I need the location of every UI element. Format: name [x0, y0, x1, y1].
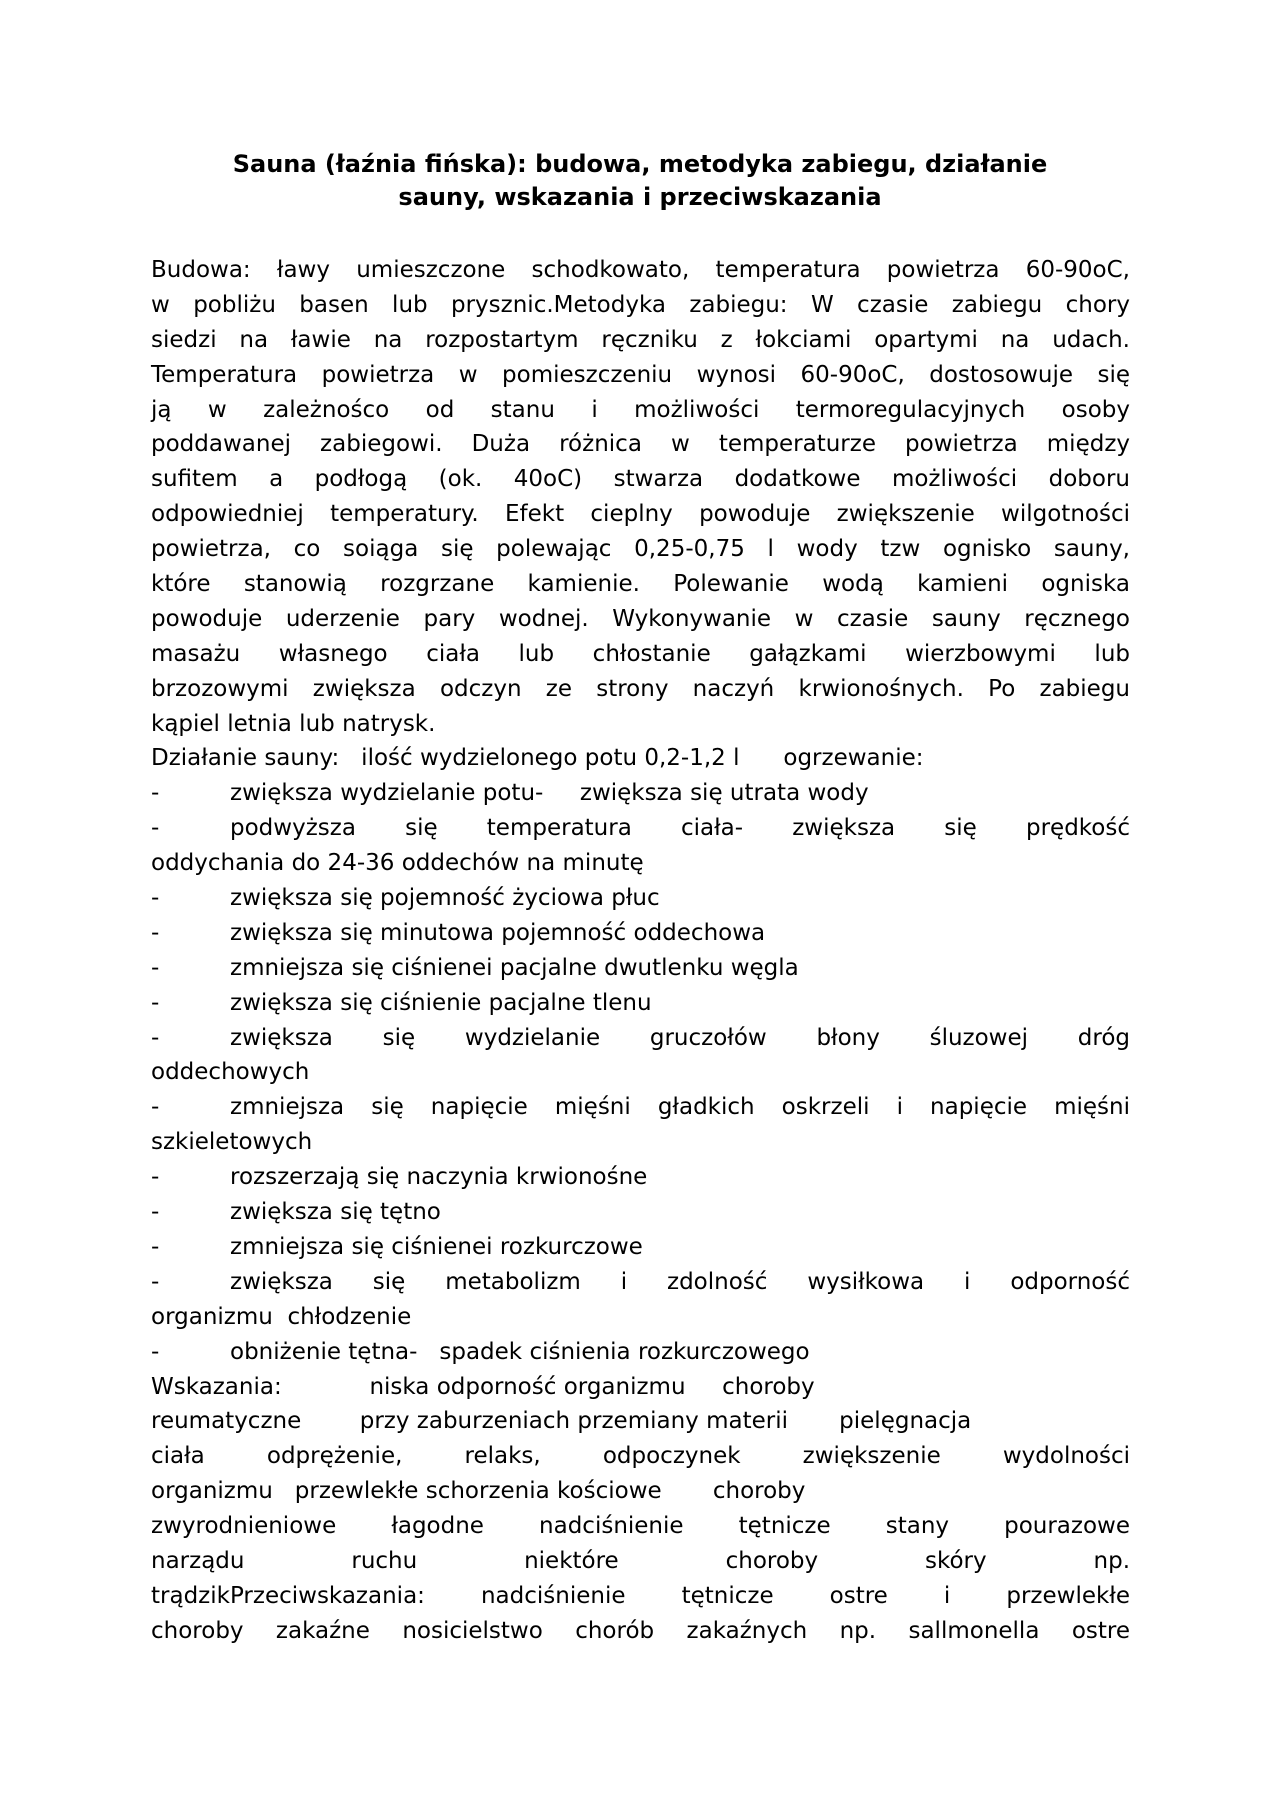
text-line: [151, 462, 1130, 497]
line-text: ją w zależnośco od stanu i możliwości termoregulacyjnych osoby: [151, 396, 1130, 423]
text-line: [151, 846, 1130, 881]
text-line: [151, 253, 1130, 288]
line-text: zwiększa się minutowa pojemność oddechowa: [230, 919, 766, 946]
line-text: Temperatura powietrza w pomieszczeniu wynosi 60-90oC, dostosowuje się: [151, 361, 1130, 388]
text-line: [151, 1125, 1130, 1160]
text-line: [151, 1230, 1130, 1265]
title-line: Sauna (łaźnia fińska): budowa, metodyka zabiegu, działanie: [232, 150, 1048, 178]
list-dash: -: [151, 1199, 160, 1226]
text-line: [151, 811, 1130, 846]
line-text: choroby zakaźne nosicielstwo chorób zakaźnych np. sallmonella ostre: [151, 1617, 1130, 1644]
text-line: [151, 427, 1130, 462]
line-text: narządu ruchu niektóre choroby skóry np.: [151, 1547, 1130, 1574]
line-text: organizmu chłodzenie: [151, 1303, 412, 1330]
text-line: [151, 986, 1130, 1021]
line-text: zwiększa się metabolizm i zdolność wysiłkowa i odporność: [230, 1268, 1130, 1295]
line-text: szkieletowych: [151, 1129, 313, 1156]
line-text: zwiększa się ciśnienie pacjalne tlenu: [230, 989, 652, 1016]
text-line: [151, 637, 1130, 672]
line-text: oddechowych: [151, 1059, 310, 1086]
line-text: zwyrodnieniowe łagodne nadciśnienie tętnicze stany pourazowe: [151, 1513, 1130, 1540]
line-text: zwiększa wydzielanie potu- zwiększa się utrata wody: [230, 780, 869, 807]
line-text: powietrza, co soiąga się polewając 0,25-0,75 l wody tzw ognisko sauny,: [151, 536, 1130, 563]
text-line: [151, 288, 1130, 323]
list-dash: -: [151, 1094, 160, 1121]
list-dash: -: [151, 1268, 160, 1295]
line-text: reumatyczne przy zaburzeniach przemiany materii pielęgnacja: [151, 1408, 972, 1435]
text-line: [151, 1439, 1130, 1474]
line-text: Wskazania: niska odporność organizmu choroby: [151, 1373, 815, 1400]
line-text: siedzi na ławie na rozpostartym ręczniku z łokciami opartymi na udach.: [151, 326, 1130, 353]
text-line: [151, 1055, 1130, 1090]
text-line: [151, 1544, 1130, 1579]
line-text: ciała odprężenie, relaks, odpoczynek zwiększenie wydolności: [151, 1443, 1130, 1470]
line-text: organizmu przewlekłe schorzenia kościowe choroby: [151, 1478, 806, 1505]
title-line: sauny, wskazania i przeciwskazania: [398, 183, 882, 211]
list-dash: -: [151, 1338, 160, 1365]
list-dash: -: [151, 954, 160, 981]
line-text: sufitem a podłogą (ok. 40oC) stwarza dodatkowe możliwości doboru: [151, 466, 1130, 493]
text-line: [151, 358, 1130, 393]
text-line: [151, 532, 1130, 567]
text-line: [151, 567, 1130, 602]
list-dash: -: [151, 1024, 160, 1051]
text-line: [151, 707, 1130, 742]
text-line: [151, 672, 1130, 707]
line-text: które stanowią rozgrzane kamienie. Polewanie wodą kamieni ogniska: [151, 571, 1130, 598]
text-line: [151, 741, 1130, 776]
text-line: [151, 1090, 1130, 1125]
line-text: zmniejsza się ciśnienei pacjalne dwutlenku węgla: [230, 954, 799, 981]
line-text: odpowiedniej temperatury. Efekt cieplny powoduje zwiększenie wilgotności: [151, 501, 1130, 528]
line-text: Działanie sauny: ilość wydzielonego potu 0,2-1,2 l ogrzewanie:: [151, 745, 924, 772]
text-line: [151, 497, 1130, 532]
text-line: [151, 1265, 1130, 1300]
line-text: zwiększa się wydzielanie gruczołów błony śluzowej dróg: [230, 1024, 1130, 1051]
text-line: [151, 1335, 1130, 1370]
document-body: [151, 253, 1130, 1649]
text-line: [151, 1021, 1130, 1056]
text-line: [151, 881, 1130, 916]
text-line: [151, 916, 1130, 951]
text-line: [151, 1474, 1130, 1509]
text-line: [151, 1614, 1130, 1649]
line-text: oddychania do 24-36 oddechów na minutę: [151, 850, 644, 877]
list-dash: -: [151, 989, 160, 1016]
text-line: [151, 323, 1130, 358]
line-text: zwiększa się pojemność życiowa płuc: [230, 885, 660, 912]
list-dash: -: [151, 815, 160, 842]
line-text: trądzikPrzeciwskazania: nadciśnienie tętnicze ostre i przewlekłe: [151, 1582, 1130, 1609]
text-line: [151, 602, 1130, 637]
list-dash: -: [151, 780, 160, 807]
line-text: poddawanej zabiegowi. Duża różnica w temperaturze powietrza między: [151, 431, 1130, 458]
text-line: [151, 1300, 1130, 1335]
line-text: w pobliżu basen lub prysznic.Metodyka zabiegu: W czasie zabiegu chory: [151, 291, 1130, 318]
text-line: [151, 951, 1130, 986]
line-text: Budowa: ławy umieszczone schodkowato, temperatura powietrza 60-90oC,: [151, 257, 1130, 283]
line-text: brzozowymi zwiększa odczyn ze strony naczyń krwionośnych. Po zabiegu: [151, 675, 1130, 702]
line-text: zwiększa się tętno: [230, 1199, 441, 1226]
line-text: obniżenie tętna- spadek ciśnienia rozkurczowego: [230, 1338, 810, 1365]
text-line: [151, 776, 1130, 811]
line-text: zmniejsza się ciśnienei rozkurczowe: [230, 1233, 643, 1260]
line-text: powoduje uderzenie pary wodnej. Wykonywanie w czasie sauny ręcznego: [151, 605, 1130, 632]
line-text: podwyższa się temperatura ciała- zwiększa się prędkość: [230, 815, 1130, 842]
text-line: [151, 1370, 1130, 1405]
text-line: [151, 1579, 1130, 1614]
line-text: zmniejsza się napięcie mięśni gładkich oskrzeli i napięcie mięśni: [230, 1094, 1130, 1121]
line-text: kąpiel letnia lub natrysk.: [151, 710, 436, 737]
list-dash: -: [151, 885, 160, 912]
document-title: [150, 148, 1130, 214]
line-text: rozszerzają się naczynia krwionośne: [230, 1164, 648, 1191]
list-dash: -: [151, 919, 160, 946]
text-line: [151, 1404, 1130, 1439]
line-text: masażu własnego ciała lub chłostanie gałązkami wierzbowymi lub: [151, 640, 1130, 667]
list-dash: -: [151, 1233, 160, 1260]
text-line: [151, 1160, 1130, 1195]
text-line: [151, 1195, 1130, 1230]
list-dash: -: [151, 1164, 160, 1191]
text-line: [151, 393, 1130, 428]
text-line: [151, 1509, 1130, 1544]
